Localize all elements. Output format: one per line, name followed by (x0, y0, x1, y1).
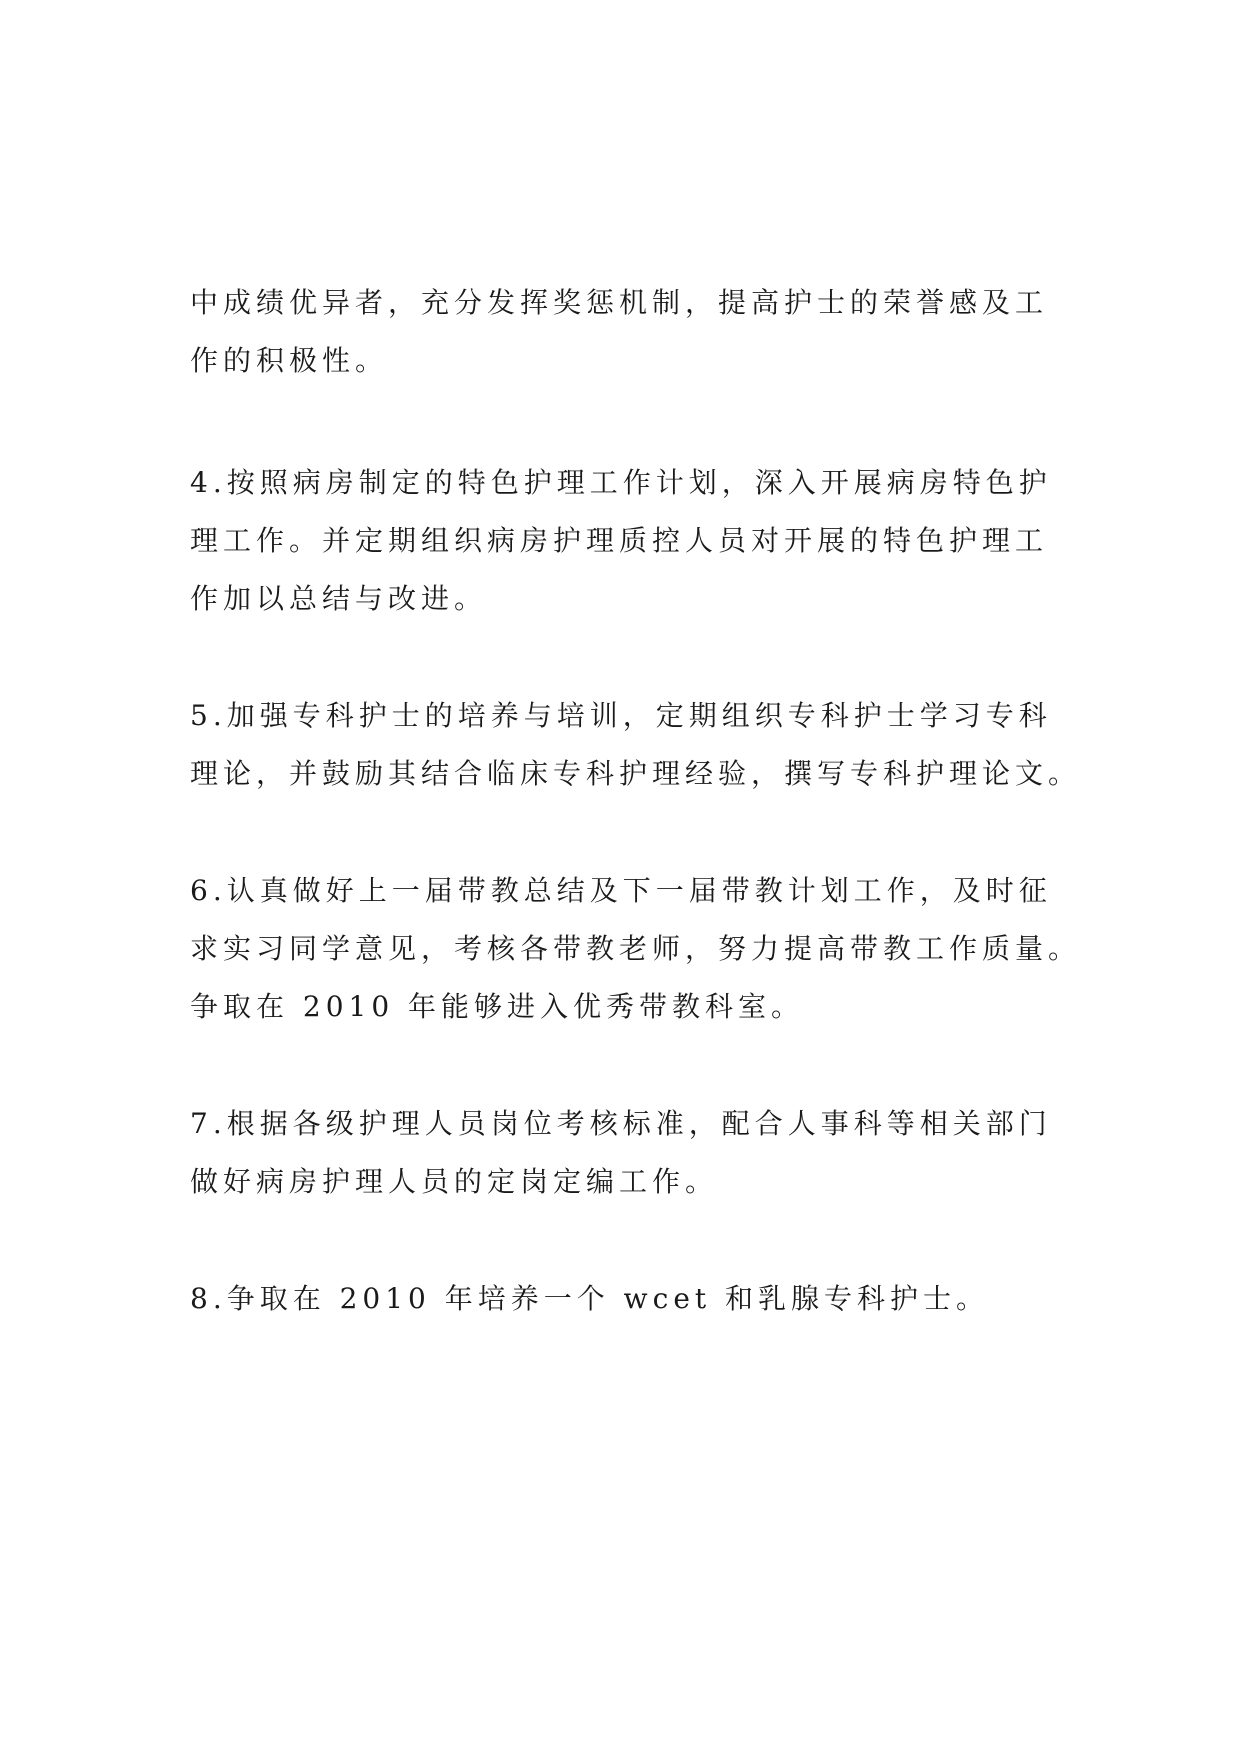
paragraph-line: 做好病房护理人员的定岗定编工作。 (190, 1165, 719, 1198)
paragraph-line: 求实习同学意见，考核各带教老师，努力提高带教工作质量。 (190, 932, 1082, 965)
paragraph-line: 作的积极性。 (190, 344, 389, 377)
paragraph-line: 7.根据各级护理人员岗位考核标准，配合人事科等相关部门 (190, 1107, 1052, 1140)
paragraph-line: 争取在 2010 年能够进入优秀带教科室。 (190, 990, 805, 1023)
paragraph-line: 中成绩优异者，充分发挥奖惩机制，提高护士的荣誉感及工 (190, 286, 1049, 319)
paragraph-line: 5.加强专科护士的培养与培训，定期组织专科护士学习专科 (190, 699, 1052, 732)
paragraph-line: 8.争取在 2010 年培养一个 wcet 和乳腺专科护士。 (190, 1282, 990, 1315)
paragraph-line: 理论，并鼓励其结合临床专科护理经验，撰写专科护理论文。 (190, 757, 1082, 790)
paragraph-line: 4.按照病房制定的特色护理工作计划，深入开展病房特色护 (190, 466, 1052, 499)
paragraph-line: 6.认真做好上一届带教总结及下一届带教计划工作，及时征 (190, 874, 1052, 907)
paragraph-item-8 (190, 1154, 989, 1444)
paragraph-line: 理工作。并定期组织病房护理质控人员对开展的特色护理工 (190, 524, 1049, 557)
paragraph-line: 作加以总结与改进。 (190, 582, 488, 615)
